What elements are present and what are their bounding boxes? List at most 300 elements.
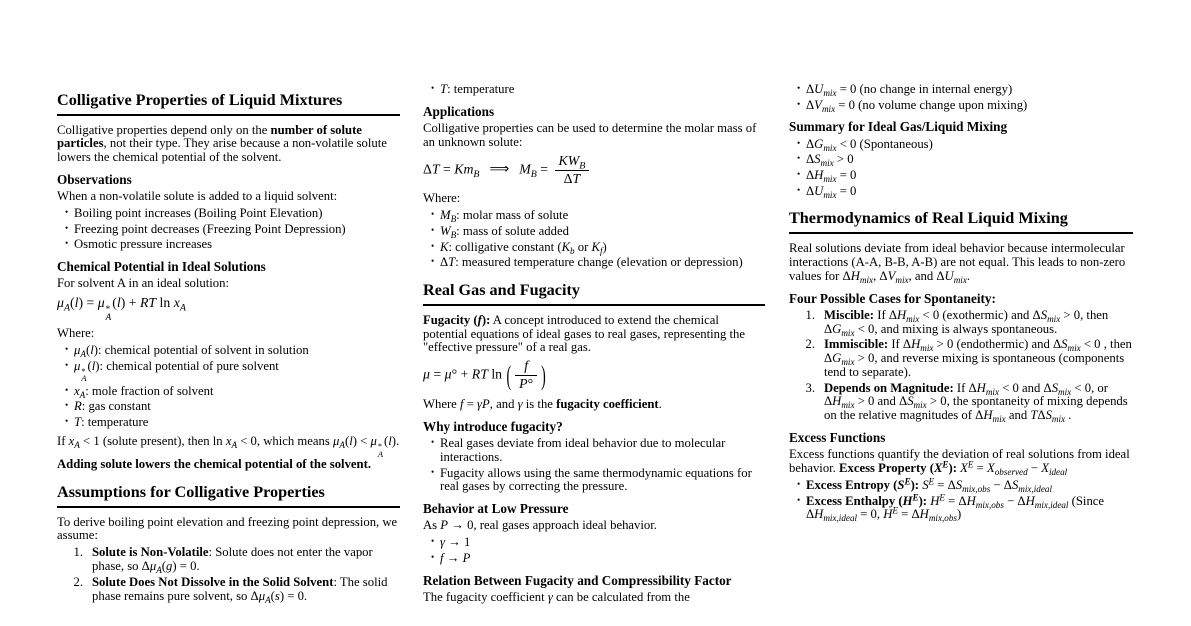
text-run: Excess Property ( — [839, 461, 934, 476]
list-item-text — [74, 238, 400, 252]
text-run: Solute is Non-Volatile — [92, 545, 209, 560]
text-run: M — [519, 161, 531, 177]
text-run: ) = — [78, 295, 98, 311]
bullet-list — [423, 437, 765, 494]
text-run: f — [440, 550, 444, 565]
text-run: Freezing point decreases (Freezing Point Depression) — [74, 221, 346, 236]
text-run: → 1 — [445, 535, 471, 550]
text-run: μ — [57, 295, 64, 311]
paragraph — [789, 242, 1133, 284]
text-run: ( — [344, 433, 350, 448]
text-run: H — [883, 507, 893, 522]
subscript: A — [377, 449, 383, 459]
text-run: U — [944, 268, 954, 283]
text-run: H — [814, 507, 824, 522]
text-run: Real Gas and Fugacity — [423, 281, 580, 300]
text-run: B — [530, 168, 537, 180]
list-item — [789, 476, 1133, 495]
text-run: mix — [859, 274, 874, 285]
text-run: : measured temperature change (elevation or depression) — [455, 255, 743, 270]
list-item — [423, 467, 765, 495]
text-run: Summary for Ideal Gas/Liquid Mixing — [789, 119, 1008, 135]
list-item-text — [92, 576, 400, 604]
text-run: l — [388, 433, 392, 448]
text-run: : mass of solute added — [456, 223, 569, 238]
text-run: If Δ — [953, 380, 977, 395]
text-run: A — [156, 565, 162, 576]
text-run: Δ — [806, 82, 815, 96]
text-run: μ — [74, 358, 81, 373]
bullet-marker: • — [431, 437, 435, 448]
text-run: ) < — [352, 433, 371, 448]
text-run: = 0 — [836, 183, 857, 198]
text-run: H — [814, 167, 824, 182]
list-item-text — [806, 83, 1133, 97]
paragraph — [57, 277, 400, 291]
text-run: As — [423, 518, 441, 533]
text-run: Immiscible: — [824, 337, 889, 352]
list-item — [57, 546, 400, 574]
list-item — [423, 536, 765, 550]
text-run: KW — [558, 152, 580, 168]
text-run: = Δ — [944, 493, 967, 508]
list-item — [789, 338, 1133, 380]
bullet-marker: • — [65, 384, 69, 395]
list-item-text — [806, 153, 1133, 167]
paragraph — [423, 192, 765, 206]
text-run: < 0, or Δ — [824, 380, 1108, 409]
text-run: E — [892, 506, 898, 517]
bullet-marker: • — [797, 494, 801, 505]
bullet-marker: • — [797, 478, 801, 489]
text-run: Δ — [423, 161, 432, 177]
text-run: f — [524, 358, 529, 374]
text-run: K — [591, 239, 600, 254]
list-item-text — [74, 360, 400, 383]
text-run: = — [463, 397, 478, 412]
text-run: H — [897, 307, 907, 322]
list-item — [57, 416, 400, 430]
text-run: > 0 and Δ — [854, 394, 908, 409]
list-item-text — [824, 309, 1133, 337]
list-item-text — [92, 546, 400, 574]
text-run: P — [440, 518, 449, 533]
text-run: Assumptions for Colligative Properties — [57, 482, 325, 501]
bullet-marker: • — [65, 222, 69, 233]
paragraph — [57, 190, 400, 204]
text-run: H — [1025, 493, 1035, 508]
fraction-denominator — [515, 376, 537, 392]
list-item — [423, 225, 765, 239]
text-run: − — [1027, 461, 1042, 476]
text-run: γ — [440, 535, 445, 550]
bullet-list — [423, 536, 765, 565]
bullet-marker: • — [431, 256, 435, 267]
text-run: ° — [527, 376, 534, 392]
bullet-marker: • — [797, 98, 801, 109]
text-run: ): — [948, 461, 957, 476]
text-run: ) + — [120, 295, 140, 311]
math-formula — [423, 154, 765, 187]
paragraph — [57, 327, 400, 341]
text-run: < 0 , then Δ — [824, 337, 1132, 366]
bullet-marker: • — [431, 209, 435, 220]
text-run: ): chemical potential of solvent in solution — [93, 343, 309, 358]
list-item — [57, 238, 400, 252]
text-run: ( — [87, 358, 92, 373]
text-run: RT — [139, 295, 157, 311]
subsection-heading — [423, 573, 765, 588]
list-item — [57, 400, 400, 414]
text-run: H — [850, 268, 860, 283]
text-run: b — [570, 245, 575, 256]
text-run: < 0 and Δ — [999, 380, 1052, 395]
bullet-marker: • — [431, 466, 435, 477]
text-run: l — [74, 295, 79, 311]
text-run: : temperature — [447, 82, 515, 96]
text-run: < 0, which means — [237, 433, 333, 448]
text-run: S — [1045, 408, 1052, 423]
text-run: Km — [454, 161, 474, 177]
paragraph — [57, 516, 400, 544]
list-item-text — [440, 467, 765, 495]
text-run: S — [1061, 337, 1068, 352]
text-run: l — [90, 343, 94, 358]
text-run: μ — [370, 433, 377, 448]
text-run: RT — [471, 366, 488, 382]
text-run: mix — [1047, 313, 1061, 324]
stacked-script — [378, 443, 383, 458]
text-run: B — [473, 168, 480, 180]
text-run: − Δ — [990, 477, 1012, 492]
text-run: E — [939, 492, 945, 503]
paragraph — [423, 519, 765, 533]
text-run: ): — [481, 312, 491, 327]
list-item-text — [440, 256, 765, 270]
text-run: x — [74, 383, 80, 398]
text-run: Applications — [423, 103, 495, 119]
bullet-marker: • — [431, 224, 435, 235]
bullet-marker: • — [431, 83, 435, 93]
text-run: mix,ideal — [823, 513, 858, 524]
list-item-text — [806, 138, 1133, 152]
text-run: P — [462, 550, 471, 565]
paragraph — [423, 122, 765, 150]
text-run: : Solute does not enter the vapor phase, so Δ — [92, 545, 373, 574]
bullet-marker: • — [65, 359, 69, 370]
list-item-text — [74, 416, 400, 430]
text-run: ): — [910, 477, 920, 492]
paragraph — [57, 435, 400, 472]
paragraph — [423, 398, 765, 412]
text-run: E — [967, 459, 974, 470]
list-item-text — [824, 338, 1133, 380]
text-run: ) — [956, 507, 962, 522]
text-run: μ — [333, 433, 340, 448]
text-run: mix — [953, 274, 967, 285]
text-run: Thermodynamics of Real Liquid Mixing — [789, 209, 1068, 228]
list-item-text — [440, 241, 765, 255]
text-run: The fugacity coefficient — [423, 589, 548, 604]
text-run: γ — [547, 589, 553, 604]
text-run: Miscible: — [824, 307, 875, 322]
text-run: mix — [823, 142, 837, 153]
bullet-list — [789, 476, 1133, 524]
math-formula — [423, 359, 765, 392]
bullet-list — [423, 209, 765, 270]
text-run: f — [459, 397, 464, 412]
list-item — [57, 360, 400, 383]
list-item — [57, 385, 400, 399]
text-run: Excess Enthalpy ( — [806, 493, 903, 508]
text-run: M — [440, 208, 451, 223]
number-marker: 2. — [73, 574, 83, 589]
text-run: mix — [985, 386, 1000, 397]
text-run: Real solutions deviate from ideal behavior because intermolecular interactions (A-A, B-B, A-B) are not equal. This leads to non-zero values for Δ — [789, 241, 1126, 283]
subsection-heading — [789, 291, 1133, 306]
fraction — [515, 359, 537, 392]
text-run: H — [919, 507, 929, 522]
list-item — [423, 437, 765, 465]
text-run: R — [74, 399, 82, 414]
text-run: Where: — [57, 326, 95, 341]
text-run: = — [973, 461, 987, 476]
text-run: S — [897, 477, 905, 492]
fraction-numerator — [555, 154, 590, 171]
text-run: mix,obs — [928, 513, 957, 524]
text-run: T — [572, 170, 581, 186]
text-run: = 0, — [857, 507, 884, 522]
list-item-text — [74, 223, 400, 237]
text-run: μ — [149, 559, 157, 574]
text-run: : molar mass of solute — [456, 208, 569, 223]
list-item-text — [440, 83, 765, 97]
list-item-text — [440, 209, 765, 223]
text-run: ( — [112, 295, 117, 311]
list-item-text — [440, 437, 765, 465]
text-run: mix — [895, 274, 909, 285]
text-run: μ — [444, 366, 452, 382]
text-run: mix,ideal — [1034, 499, 1069, 510]
text-run: ( — [161, 559, 167, 574]
text-run: mix — [913, 400, 927, 411]
column-right — [789, 80, 1133, 527]
text-run: U — [814, 82, 824, 96]
text-run: H — [983, 408, 993, 423]
text-run: T — [440, 82, 448, 96]
text-run: Where: — [423, 191, 461, 206]
list-item — [423, 552, 765, 566]
subsection-heading — [423, 501, 765, 516]
text-run: A — [265, 594, 271, 605]
text-run: x — [173, 295, 180, 311]
text-run: For solvent A in an ideal solution: — [57, 276, 229, 291]
list-item — [789, 492, 1133, 524]
text-run: + — [457, 366, 472, 382]
text-run: l — [349, 433, 353, 448]
bullet-list — [57, 344, 400, 430]
subsection-heading — [789, 119, 1133, 134]
paragraph — [789, 448, 1133, 476]
paragraph — [423, 591, 765, 605]
text-run: Excess Entropy ( — [806, 477, 898, 492]
text-run: f — [477, 312, 482, 327]
bullet-marker: • — [797, 153, 801, 164]
list-item — [57, 576, 400, 604]
list-item-text — [74, 207, 400, 221]
text-run: . — [1065, 408, 1072, 423]
text-run: Real gases deviate from ideal behavior due to molecular interactions. — [440, 436, 726, 464]
text-run: : gas constant — [81, 399, 151, 414]
text-run: > 0 (endothermic) and Δ — [933, 337, 1062, 352]
bullet-list — [423, 83, 765, 97]
list-item — [789, 99, 1133, 113]
text-run: B — [579, 160, 586, 172]
superscript: * — [377, 442, 383, 452]
text-run: B — [450, 230, 457, 241]
text-run: Solute Does Not Dissolve in the Solid Solvent — [92, 574, 334, 589]
list-item-text — [806, 476, 1133, 495]
big-paren: ( — [506, 360, 512, 391]
text-run: fugacity coefficient — [556, 397, 659, 412]
bullet-marker: • — [797, 83, 801, 93]
list-item — [789, 382, 1133, 424]
text-run: B — [450, 214, 457, 225]
text-run: Osmotic pressure increases — [74, 237, 213, 252]
text-run: G — [832, 351, 842, 366]
text-run: P — [519, 376, 528, 392]
paragraph — [57, 124, 400, 166]
text-run: Observations — [57, 172, 132, 188]
list-item — [789, 153, 1133, 167]
number-marker: 2. — [805, 337, 815, 352]
text-run: T — [74, 415, 82, 430]
subscript: A — [81, 374, 87, 384]
list-item-text — [74, 344, 400, 358]
text-run: mix — [821, 103, 836, 114]
text-run: > 0, the spontaneity of mixing depends on the relative magnitudes of Δ — [824, 394, 1128, 423]
text-run: = 0 (no volume change upon mixing) — [835, 97, 1028, 112]
text-run: l — [91, 358, 96, 373]
list-item — [789, 83, 1133, 97]
text-run: s — [274, 588, 280, 603]
numbered-list — [789, 309, 1133, 423]
text-run: Excess Functions — [789, 430, 886, 446]
text-run: Boiling point increases (Boiling Point Elevation) — [74, 206, 323, 221]
text-run: ln — [156, 295, 174, 311]
text-run: G — [814, 136, 824, 151]
text-run: Δ — [806, 136, 815, 151]
list-item — [423, 83, 765, 97]
column-left — [57, 80, 400, 608]
text-run: A — [179, 302, 186, 314]
text-run: W — [440, 223, 451, 238]
bullet-marker: • — [431, 240, 435, 251]
section-heading — [57, 483, 400, 508]
bullet-list — [789, 138, 1133, 199]
text-run: If Δ — [888, 337, 912, 352]
list-item-text — [806, 169, 1133, 183]
bullet-marker: • — [65, 344, 69, 355]
text-run: A — [79, 389, 86, 400]
text-run: mix — [920, 343, 934, 354]
text-run: < 1 (solute present), then ln — [79, 433, 226, 448]
list-item — [789, 309, 1133, 337]
text-run: γP — [477, 397, 490, 412]
text-run: mix — [1058, 386, 1072, 397]
text-run: = — [536, 161, 552, 177]
text-run: mix — [841, 357, 855, 368]
text-run: (Since Δ — [806, 493, 1105, 522]
text-run: E — [942, 459, 949, 470]
bullet-marker: • — [65, 400, 69, 411]
text-run: Four Possible Cases for Spontaneity: — [789, 290, 996, 306]
text-run: T — [448, 255, 456, 270]
text-run: T — [1030, 408, 1038, 423]
text-run: A — [74, 440, 80, 451]
text-run: x — [68, 433, 75, 448]
list-item-text — [74, 400, 400, 414]
text-run: mix — [823, 189, 837, 200]
text-run: U — [814, 183, 824, 198]
subsection-heading — [423, 419, 765, 434]
text-run: S — [922, 477, 929, 492]
text-run: Δ — [1037, 408, 1046, 423]
text-run: μ — [74, 343, 81, 358]
text-run: : mole fraction of solvent — [85, 383, 214, 398]
text-run: can be calculated from the — [552, 589, 690, 604]
text-run: , and Δ — [908, 268, 945, 283]
text-run: A — [231, 440, 238, 451]
list-item — [789, 169, 1133, 183]
big-paren: ) — [541, 360, 546, 391]
text-run: mix — [823, 88, 837, 99]
list-item — [789, 138, 1133, 152]
stacked-script — [106, 305, 112, 321]
text-run: : colligative constant ( — [448, 239, 562, 254]
text-run: H — [966, 493, 976, 508]
text-run: E — [904, 476, 911, 487]
text-run: T — [431, 161, 440, 177]
text-run: Δ — [563, 170, 573, 186]
text-run: ( — [70, 295, 75, 311]
text-run: . — [658, 397, 662, 412]
text-run: H — [976, 380, 986, 395]
section-heading — [57, 91, 400, 116]
text-run: H — [930, 493, 940, 508]
subsection-heading — [423, 104, 765, 119]
bullet-list — [789, 83, 1133, 112]
list-item-text — [806, 99, 1133, 113]
text-run: , and — [489, 397, 518, 412]
subsection-heading — [57, 172, 400, 187]
text-run: g — [166, 559, 173, 574]
bullet-marker: • — [797, 137, 801, 148]
section-heading — [789, 209, 1133, 234]
text-run: is the — [522, 397, 557, 412]
text-run: → 0, real gases approach ideal behavior. — [448, 518, 657, 533]
text-run: When a non-volatile solute is added to a liquid solvent: — [57, 189, 338, 204]
text-run: l — [116, 295, 121, 311]
text-run: A concept introduced to extend the chemical potential equations of ideal gases to real gases, representing the "effective pressure" of a real gas. — [423, 312, 746, 355]
text-run: Fugacity ( — [423, 312, 478, 327]
text-run: X — [960, 461, 968, 476]
text-run: A — [80, 349, 86, 360]
text-run: mix — [906, 313, 920, 324]
fraction-denominator — [555, 171, 590, 187]
list-item — [423, 256, 765, 270]
list-item-text — [74, 385, 400, 399]
